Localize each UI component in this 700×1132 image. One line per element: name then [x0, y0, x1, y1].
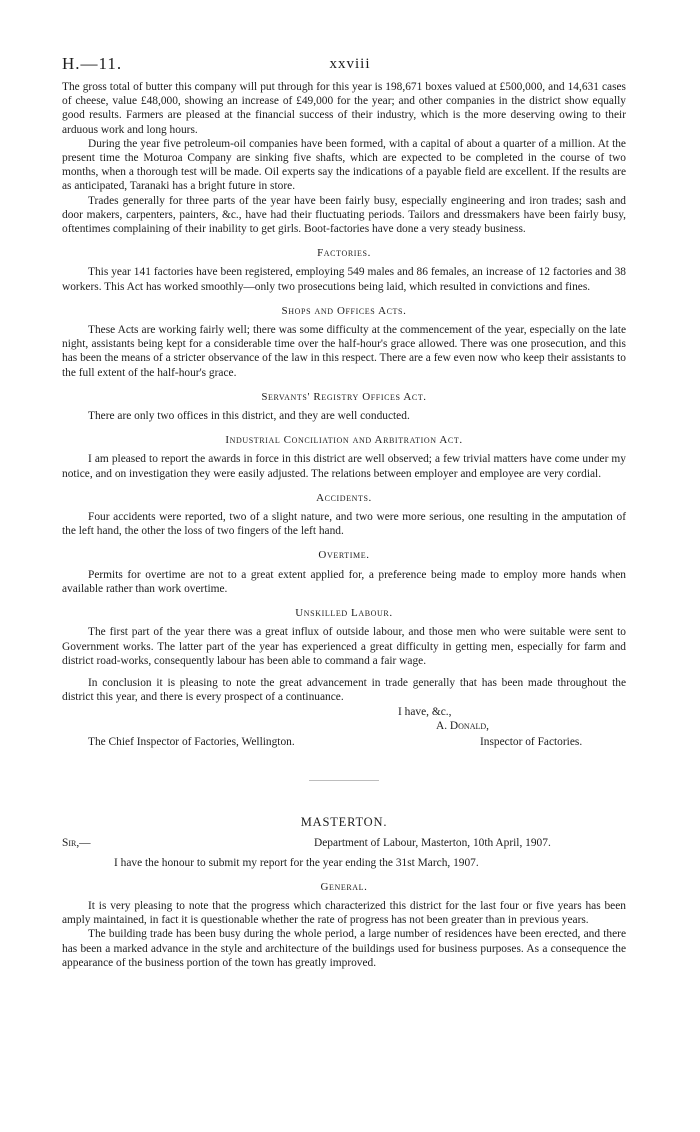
addressee-line: The Chief Inspector of Factories, Wellington. — [88, 736, 295, 749]
conciliation-arbitration-paragraph: I am pleased to report the awards in force in this district are well observed; a few trivial matters have come under my notice, and on investigation they were easily adjusted. The relations between employer and employee are very cordial. — [62, 453, 626, 480]
factories-paragraph: This year 141 factories have been registered, employing 549 males and 86 females, an increase of 12 factories and 38 workers. This Act has worked smoothly—only two prosecutions being laid, which resulted in convictions and fines. — [62, 266, 626, 293]
page-header — [62, 54, 638, 78]
signatory-name: A. Donald, — [436, 720, 489, 733]
report-body — [62, 80, 626, 970]
signature-block — [62, 705, 626, 749]
shops-offices-heading: Shops and Offices Acts. — [281, 304, 407, 317]
shops-offices-paragraph: These Acts are working fairly well; there was some difficulty at the commencement of the year, especially on the late night, assistants being kept for a considerable time over the half-hour's grace allowed. There was one prosecution, and this has been the means of a stricter observance of the law in this respect. There are a few even now who keep their assistants to the full extent of the half-hour's grace. — [62, 324, 626, 379]
section-divider — [309, 780, 379, 781]
signatory-title: Inspector of Factories. — [480, 736, 583, 749]
parliamentary-paper-code: H.—11. — [62, 54, 123, 73]
progress-paragraph: It is very pleasing to note that the progress which characterized this district for the last four or five years has been amply maintained, in fact it is questionable whether the rate of progress has not been greater than in previous years. — [62, 899, 626, 927]
accidents-heading: Accidents. — [316, 491, 372, 504]
butter-cheese-paragraph: The gross total of butter this company will put through for this year is 198,671 boxes valued at £500,000, and 14,631 cases of cheese, value £48,000, showing an increase of £49,000 for the year; and other companies in the district show equally good results. Farmers are pleased at the financial success of their industry, which is the more deserving owing to their arduous work and long hours. — [62, 81, 626, 136]
servants-registry-heading: Servants' Registry Offices Act. — [261, 390, 427, 403]
dateline: Department of Labour, Masterton, 10th April, 1907. — [314, 836, 551, 849]
overtime-heading: Overtime. — [318, 549, 370, 562]
petroleum-paragraph: During the year five petroleum-oil companies have been formed, with a capital of about a quarter of a million. At the present time the Moturoa Company are sinking five shafts, which are expected to be completed in the course of two months, when a thorough test will be made. Oil experts say the indications of a payable field are excellent. If the results are as anticipated, Taranaki has a bright future in store. — [62, 137, 626, 193]
intro-paragraph: I have the honour to submit my report for the year ending the 31st March, 1907. — [114, 856, 479, 869]
unskilled-labour-paragraph: The first part of the year there was a great influx of outside labour, and those men who were suitable were sent to Government works. The latter part of the year has experienced a great difficulty in getting men, especially for farm and district road-works, consequently labour has been able to command a fair wage. — [62, 626, 626, 667]
servants-registry-paragraph: There are only two offices in this district, and they are well conducted. — [88, 410, 410, 423]
general-heading: General. — [320, 880, 368, 893]
closing-phrase: I have, &c., — [398, 706, 452, 719]
unskilled-labour-heading: Unskilled Labour. — [295, 607, 393, 620]
building-trade-paragraph: The building trade has been busy during the whole period, a large number of residences have been erected, and there has been a marked advance in the style and architecture of the buildings used for business purposes. As a consequence the appearance of the business portion of the town has greatly improved. — [62, 928, 626, 969]
page-number: xxviii — [329, 56, 371, 72]
masterton-title: MASTERTON. — [300, 815, 388, 830]
salutation: Sir,— — [62, 836, 91, 849]
factories-heading: Factories. — [317, 247, 371, 260]
overtime-paragraph: Permits for overtime are not to a great extent applied for, a preference being made to employ more hands when available rather than work overtime. — [62, 568, 626, 595]
conciliation-arbitration-heading: Industrial Conciliation and Arbitration Act. — [225, 434, 463, 447]
conclusion-paragraph: In conclusion it is pleasing to note the great advancement in trade generally that has been made throughout the district this year, and there is every prospect of a continuance. — [62, 676, 626, 704]
trades-paragraph: Trades generally for three parts of the year have been fairly busy, especially engineering and iron trades; sash and door makers, carpenters, painters, &c., have had their fluctuating periods. Tailors and dressmakers have been fairly busy, oftentimes complaining of their inability to get girls. Boot-factories have done a very steady business. — [62, 194, 626, 236]
letter-salutation-line — [62, 836, 626, 852]
accidents-paragraph: Four accidents were reported, two of a slight nature, and two were more serious, one resulting in the amputation of the left hand, the other the loss of two fingers of the left hand. — [62, 511, 626, 538]
